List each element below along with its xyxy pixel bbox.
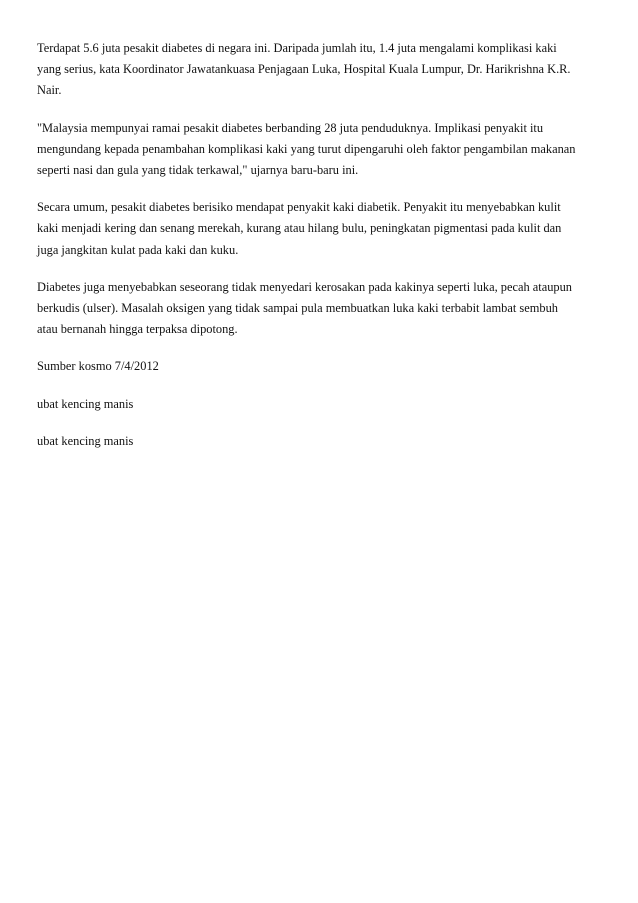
paragraph-line: Terdapat 5.6 juta pesakit diabetes di negara ini. Daripada jumlah itu, 1.4 juta mengalami komplikasi kaki — [37, 41, 557, 55]
paragraph-line: "Malaysia mempunyai ramai pesakit diabetes berbanding 28 juta penduduknya. Implikasi penyakit itu — [37, 120, 544, 135]
paragraph-line: yang serius, kata Koordinator Jawatankuasa Penjagaan Luka, Hospital Kuala Lumpur, Dr. Harikrishna K.R. — [37, 62, 571, 77]
paragraph-line: Sumber kosmo 7/4/2012 — [37, 359, 159, 374]
keyword-line-1 — [37, 394, 603, 415]
document-body — [37, 38, 603, 468]
paragraph-line: ubat kencing manis — [37, 433, 134, 448]
paragraph-line: Diabetes juga menyebabkan seseorang tidak menyedari kerosakan pada kakinya seperti luka, pecah ataupun — [37, 279, 572, 294]
keyword-line-2 — [37, 431, 603, 452]
paragraph-line: Secara umum, pesakit diabetes berisiko mendapat penyakit kaki diabetik. Penyakit itu menyebabkan kulit — [37, 200, 561, 215]
paragraph-line: juga jangkitan kulat pada kaki dan kuku. — [37, 242, 239, 257]
paragraph-line: mengundang kepada penambahan komplikasi kaki yang turut dipengaruhi oleh faktor pengambilan makanan — [37, 141, 576, 156]
paragraph-intro — [37, 38, 603, 102]
paragraph-line: berkudis (ulser). Masalah oksigen yang tidak sampai pula membuatkan luka kaki terbabit lambat sembuh — [37, 301, 558, 316]
source-citation — [37, 356, 603, 377]
paragraph-symptoms — [37, 197, 603, 261]
paragraph-line: atau bernanah hingga terpaksa dipotong. — [37, 322, 238, 337]
paragraph-line: Nair. — [37, 83, 62, 98]
paragraph-line: ubat kencing manis — [37, 396, 134, 411]
paragraph-complications — [37, 277, 603, 341]
paragraph-quote — [37, 118, 603, 182]
paragraph-line: kaki menjadi kering dan senang merekah, kurang atau hilang bulu, peningkatan pigmentasi pada kulit dan — [37, 221, 562, 236]
paragraph-line: seperti nasi dan gula yang tidak terkawal," ujarnya baru-baru ini. — [37, 163, 359, 178]
